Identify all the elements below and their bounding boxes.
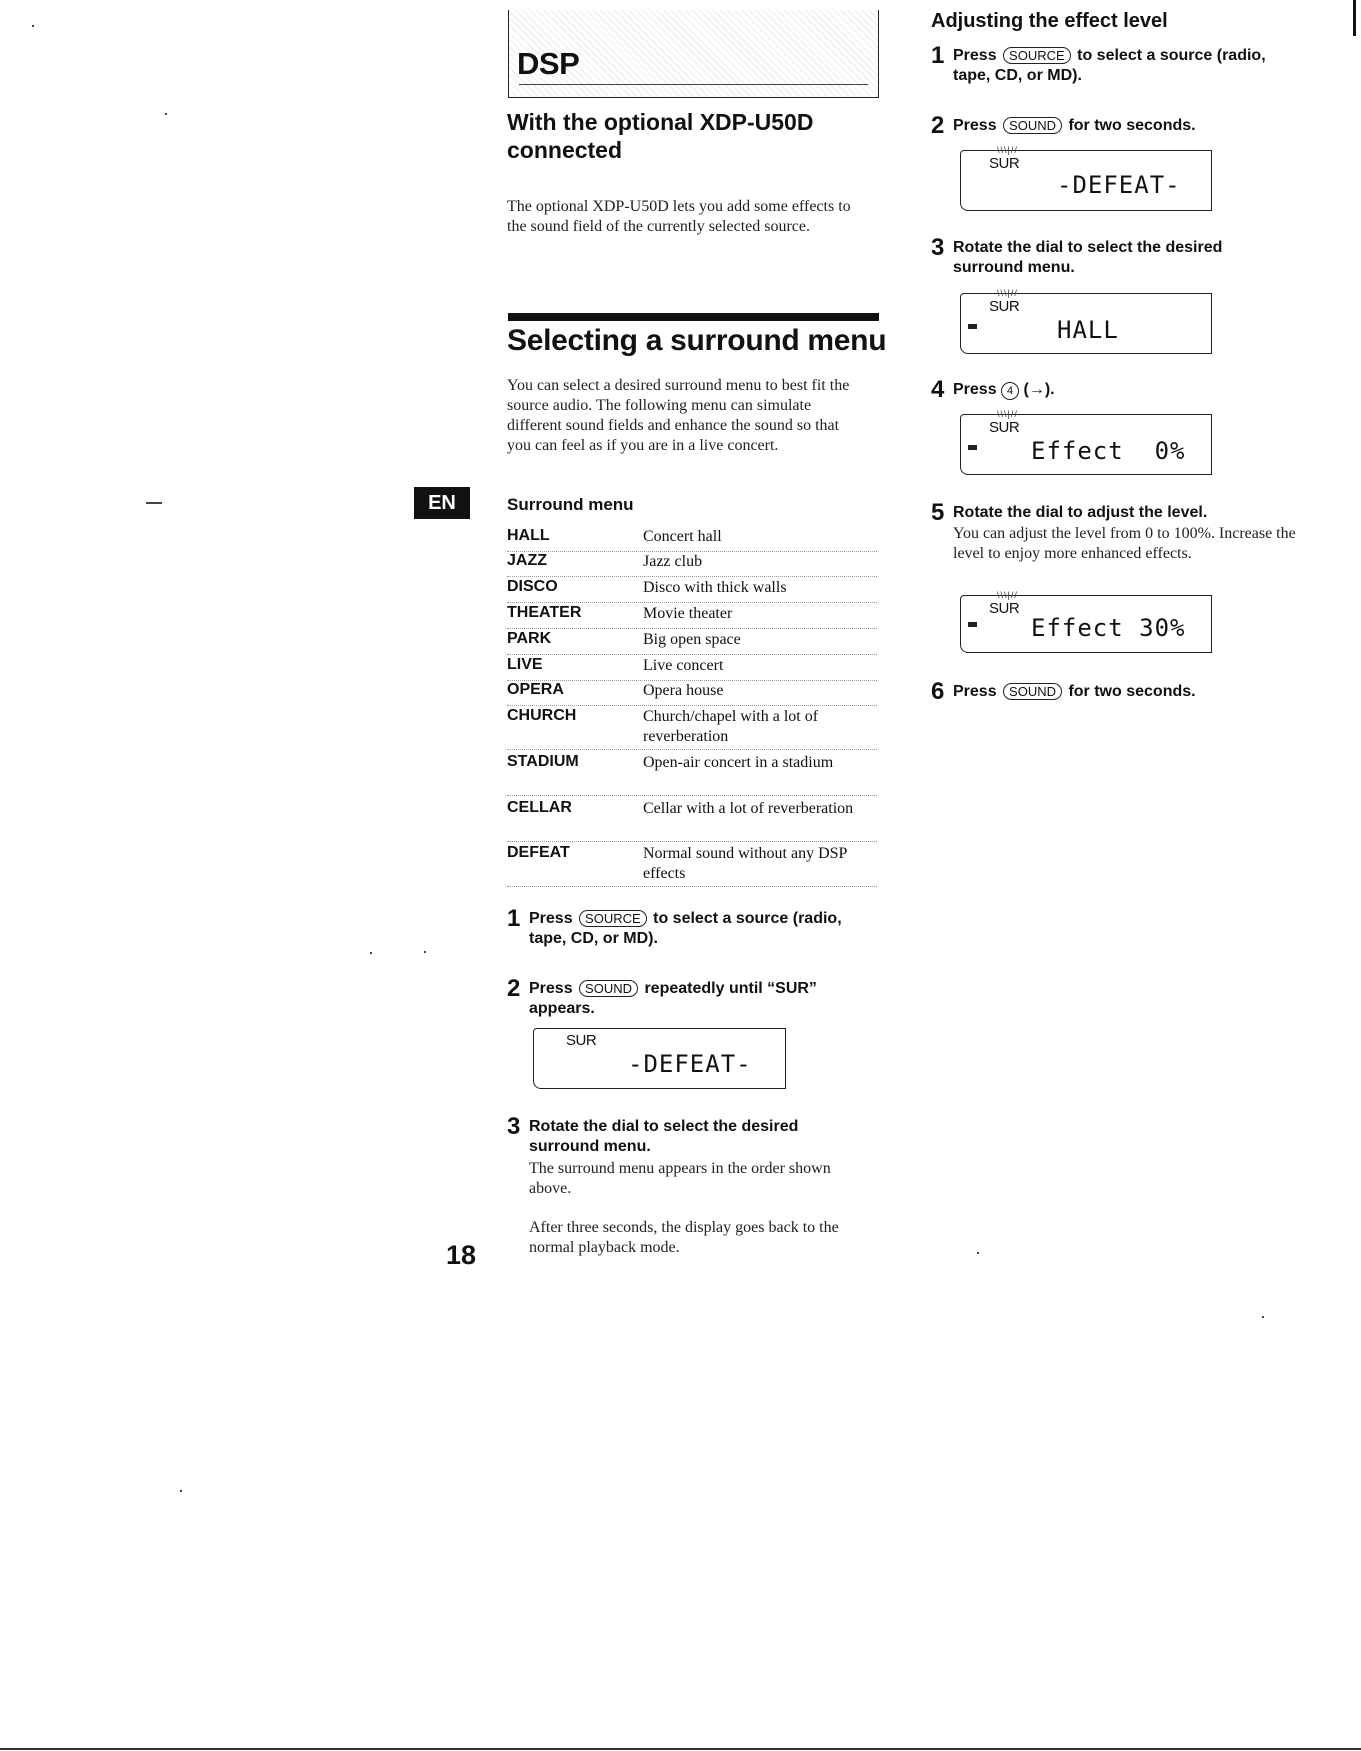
lcd-display-defeat (960, 145, 1212, 211)
lcd-sur-indicator: SUR (989, 298, 1020, 315)
menu-row-live (507, 656, 877, 681)
step-number: 3 (931, 234, 945, 261)
step-text-pre: Press (953, 381, 997, 398)
sur-rays-icon: \\\|// (997, 288, 1018, 298)
lcd-main-text: Effect 0% (1031, 437, 1186, 465)
step-text-post: to select a source (radio, tape, CD, or MD). (953, 47, 1266, 84)
lcd-display-effect-0 (960, 409, 1212, 475)
lcd-main-text: -DEFEAT- (628, 1050, 752, 1078)
step-text-post: (→). (1023, 381, 1055, 398)
menu-name: HALL (507, 527, 550, 544)
menu-desc: Open-air concert in a stadium (643, 754, 834, 771)
selecting-section-body: You can select a desired surround menu to best fit the source audio. The following menu can simulate different sound fields and enhance the sound so that you can feel as if you are in a live concert. (507, 377, 850, 454)
dsp-header-box (508, 10, 879, 98)
sur-rays-icon: \\\|// (997, 409, 1018, 419)
sur-rays-icon: \\\|// (997, 145, 1018, 155)
scan-speck (977, 1252, 979, 1254)
dsp-indicator-icon (968, 445, 977, 450)
lcd-display-hall (960, 288, 1212, 354)
step-number: 1 (931, 42, 945, 69)
step-text (529, 909, 879, 949)
menu-desc: Opera house (643, 682, 724, 699)
edge-bar (1353, 0, 1356, 36)
menu-row-stadium (507, 753, 877, 796)
bottom-edge-line (0, 1748, 1361, 1750)
step-number: 5 (931, 499, 945, 526)
menu-name: STADIUM (507, 753, 579, 770)
menu-desc: Cellar with a lot of reverberation (643, 800, 854, 817)
menu-row-church (507, 707, 877, 750)
menu-desc: Movie theater (643, 605, 733, 622)
lcd-sur-indicator: SUR (989, 419, 1020, 436)
menu-name: THEATER (507, 604, 582, 621)
sound-key-icon: SOUND (1003, 117, 1062, 134)
menu-desc: Live concert (643, 657, 724, 674)
section-rule (508, 313, 879, 321)
step-number: 2 (507, 975, 521, 1002)
menu-row-opera (507, 681, 877, 706)
sound-key-icon: SOUND (579, 980, 638, 997)
lcd-sur-indicator: SUR (989, 155, 1020, 172)
menu-row-defeat (507, 844, 877, 887)
menu-row-park (507, 630, 877, 655)
step-number: 1 (507, 905, 521, 932)
step-text: Rotate the dial to select the desired surround menu. (953, 239, 1223, 276)
scan-speck (1262, 1316, 1264, 1318)
source-key-icon: SOURCE (1003, 47, 1071, 64)
adjust-section-title: Adjusting the effect level (931, 10, 1168, 32)
step-text-pre: Press (953, 117, 997, 134)
surround-menu-heading: Surround menu (507, 495, 634, 514)
menu-name: CHURCH (507, 707, 577, 724)
step-text (953, 380, 1293, 400)
step-text-pre: Press (529, 980, 573, 997)
scan-speck (180, 1490, 182, 1492)
menu-row-cellar (507, 799, 877, 842)
scan-speck (165, 113, 167, 115)
menu-name: OPERA (507, 681, 564, 698)
step-text-pre: Press (953, 683, 997, 700)
step-number: 3 (507, 1113, 521, 1140)
after-note: After three seconds, the display goes back to the normal playback mode. (529, 1219, 839, 1256)
menu-name: JAZZ (507, 552, 547, 569)
optional-section-title: With the optional XDP-U50D connected (507, 109, 814, 163)
lcd-main-text: HALL (1057, 316, 1119, 344)
source-key-icon: SOURCE (579, 910, 647, 927)
step-note: The surround menu appears in the order shown above. (529, 1160, 831, 1197)
sound-key-icon: SOUND (1003, 683, 1062, 700)
step-text-post: repeatedly until “SUR” appears. (529, 980, 817, 1017)
page-number: 18 (446, 1240, 477, 1270)
left-lcd-display (533, 1028, 786, 1089)
menu-desc: Disco with thick walls (643, 579, 787, 596)
lcd-sur-indicator: SUR (989, 600, 1020, 617)
language-badge: EN (414, 487, 470, 519)
step-text-pre: Press (953, 47, 997, 64)
step-text-post: for two seconds. (1068, 683, 1196, 700)
step-text: Rotate the dial to adjust the level. (953, 504, 1208, 521)
menu-name: DISCO (507, 578, 558, 595)
menu-desc: Normal sound without any DSP effects (643, 845, 847, 882)
scan-speck (370, 952, 372, 954)
menu-desc: Concert hall (643, 528, 722, 545)
scan-speck (146, 502, 162, 504)
step-number: 6 (931, 678, 945, 705)
step-text (529, 979, 869, 1019)
menu-desc: Big open space (643, 631, 741, 648)
menu-name: LIVE (507, 656, 543, 673)
number-4-key-icon: 4 (1001, 382, 1019, 400)
dsp-indicator-icon (968, 622, 977, 627)
step-number: 2 (931, 112, 945, 139)
menu-name: DEFEAT (507, 844, 570, 861)
scan-speck (32, 25, 34, 27)
step-text-post: to select a source (radio, tape, CD, or MD). (529, 910, 842, 947)
lcd-main-text: -DEFEAT- (1057, 171, 1181, 199)
step-text-post: for two seconds. (1068, 117, 1196, 134)
step-text-pre: Press (529, 910, 573, 927)
scan-speck (424, 951, 426, 953)
menu-row-jazz (507, 552, 877, 577)
step-note: You can adjust the level from 0 to 100%. Increase the level to enjoy more enhanced effects. (953, 525, 1296, 562)
selecting-section-title: Selecting a surround menu (507, 324, 887, 357)
menu-desc: Jazz club (643, 553, 703, 570)
menu-desc: Church/chapel with a lot of reverberation (643, 708, 819, 745)
dsp-title: DSP (517, 46, 580, 81)
lcd-display-effect-30 (960, 590, 1212, 653)
menu-row-theater (507, 604, 877, 629)
step-text (953, 46, 1298, 86)
lcd-main-text: Effect 30% (1031, 614, 1186, 642)
sur-rays-icon: \\\|// (997, 590, 1018, 600)
optional-section-body: The optional XDP-U50D lets you add some effects to the sound field of the currently selected source. (507, 198, 851, 235)
menu-row-hall (507, 527, 877, 552)
lcd-sur-indicator: SUR (566, 1032, 597, 1049)
dsp-indicator-icon (968, 324, 977, 329)
menu-name: CELLAR (507, 799, 572, 816)
menu-row-disco (507, 578, 877, 603)
menu-name: PARK (507, 630, 552, 647)
step-text: Rotate the dial to select the desired surround menu. (529, 1118, 799, 1155)
step-text (953, 116, 1293, 136)
step-number: 4 (931, 376, 945, 403)
step-text (953, 682, 1293, 702)
